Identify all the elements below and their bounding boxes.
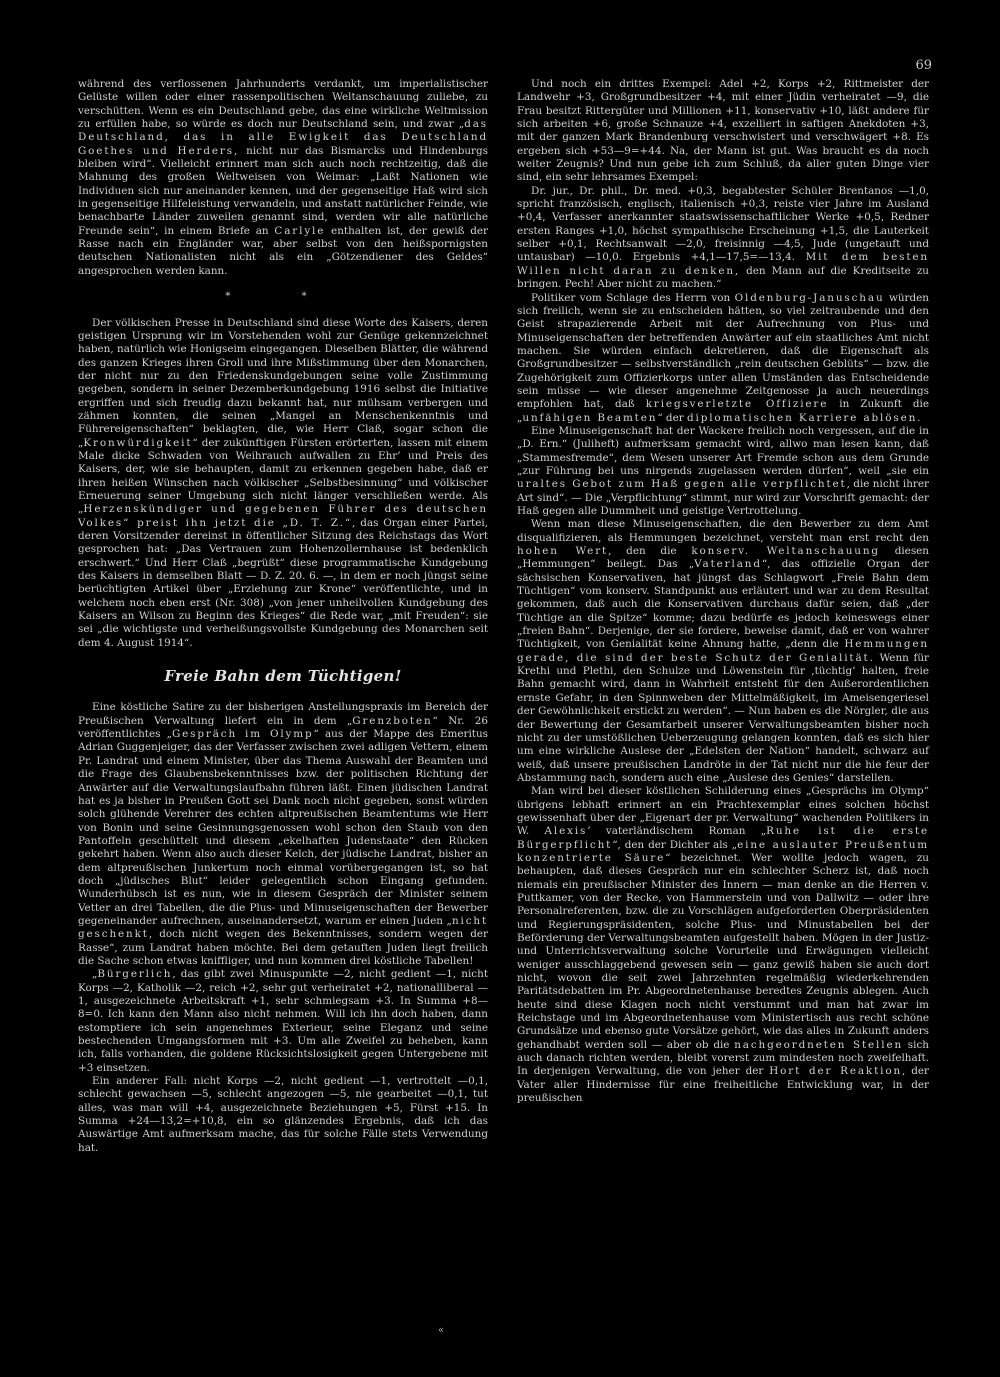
emphasis: uraltes Gebot zum Haß gegen alle verpflichtet — [517, 478, 847, 491]
right-column — [517, 78, 929, 1105]
emphasis: Hort der Reaktion — [769, 1065, 903, 1078]
text: “ bezeichnet. Wer wollte jedoch wagen, zu behaupten, daß dieses Gespräch nur ein schlechter Scherz ist, daß noch niemals ein preußischer Minister des Innern — man denke an die Herren v. Puttkamer, von der Recke, von Hammerstein und von Dallwitz — oder ihre Personalreferenten, bzw. die zu Vorschlägen aufgeforderten Oberpräsidenten und Regierungspräsidenten, solche Plus- und Minustabellen bei der Beförderung der Verwaltungsbeamten aufgestellt haben. Mögen in der Justiz- und Unterrichtsverwaltung solche Vorurteile und Erwägungen vielleicht weniger ausschlaggebend gewesen sein — ganz gewiß haben sie auch dort nicht, wovon die seit zwei Jahrzehnten regelmäßig wiederkehrenden Paritätsdebatten im Pr. Abgeordnetenhause beredtes Zeugnis ablegen. Auch heute sind diese Klagen noch nicht verstummt und man hat zwar im Reichstage und im Abgeordnetenhause vom Ministertisch aus recht schöne Grundsätze und ebenso gute Vorsätze gehört, wie das alles in Zukunft anders gehandhabt werden soll — aber ob die — [517, 851, 929, 1051]
text: Der völkischen Presse in Deutschland sind diese Worte des Kaisers, deren geistigen Ursprung wir im Vorstehenden wohl zur Genüge gekennzeichnet haben, natürlich wie Honigseim eingegangen. Dieselben Blätter, die während des ganzen Krieges ihren Groll und ihre Mißstimmung über den Monarchen, der nicht nur zu den Friedenskundgebungen seine volle Zustimmung gegeben, sondern in seiner Dezemberkundgebung 1916 selbst die Initiative ergriffen und sich freudig dazu bekannt hat, nur mühsam verbergen und zähmen konnten, die seinen „Mangel an Menschenkenntnis und Führereigenschaften“ beklagten, die, wie Herr Claß, sogar schon die „ — [78, 316, 488, 449]
text: “ Nr. 26 veröffentlichtes „ — [78, 714, 488, 741]
text: würden sich freilich, wenn sie zu entscheiden hätten, so viel zeitraubende und den Geist strapazierende Arbeit mit der Aufrechnung von Plus- und Minuseigenschaften der betreffenden Anwärter auf ein staatliches Amt nicht machen. Sie würden einfach dekretieren, daß die Eigenschaft als Großgrundbesitzer — selbstverständlich „rein deutschen Geblüts“ — bzw. die Zugehörigkeit zum Offizierkorps unter allen Umständen das Entscheidende sein müsse — wie dieser angenehme Zeitgenosse ja auch neuerdings empfohlen hat, daß — [517, 291, 929, 411]
text: Politiker vom Schlage des Herrn von — [531, 291, 735, 304]
emphasis: kriegsverletzte Offiziere — [645, 398, 829, 411]
emphasis: Bürgerlich — [97, 968, 173, 981]
emphasis: nicht geschenkt — [78, 914, 488, 941]
text: in Zukunft die „ — [517, 398, 929, 424]
paragraph — [517, 185, 929, 292]
emphasis: Mit dem besten Willen nicht daran zu denken, — [517, 251, 929, 277]
section-heading: Freie Bahn dem Tüchtigen! — [164, 667, 402, 686]
emphasis: konserv. Weltanschauung — [691, 545, 880, 558]
emphasis: unfähigen Beamten — [522, 411, 658, 424]
emphasis: Gespräch im Olymp — [171, 728, 314, 741]
text: diesen „Hemmungen“ beilegt. Das „ — [517, 545, 929, 571]
emphasis: Hemmungen gerade, die sind der beste Schutz der Genialität. — [517, 638, 929, 664]
emphasis: Vaterland — [694, 558, 762, 571]
text: , das gibt zwei Minuspunkte —2, nicht gedient —1, nicht Korps —2, Katholik —2, reich +2, sehr gut verheiratet +2, nationalliberal —1, ausgezeichnete Arbeitskraft +1, sehr schmiegsam +3. In Summa +8—8=0. Ich kann den Mann also nicht nehmen. Will ich ihn doch haben, dann estomptiere ich sein angenehmes Exterieur, seine Eleganz und seine bestechenden Umgangsformen mit +3. Um alle Zweifel zu beheben, kann ich, falls vorhanden, die goldene Rücksichtslosigkeit gegen Untergebene mit +3 einsetzen. — [78, 968, 488, 1074]
text: “ aus der Mappe des Emeritus Adrian Guggenjeiger, das der Verfasser zwischen zwei adligen Vettern, einem Pr. Landrat und einem Minister, über das Thema Auswahl der Beamten und die Frage des Glaubensbekenntnisses bzw. der politischen Richtung der Anwärter auf die Verwaltungslaufbahn führen läßt. Einen jüdischen Landrat hat es ja bisher in Preußen Gott sei Dank noch nicht gegeben, sonst würden solch glühende Verehrer des echten altpreußischen Beamtentums wie Herr von Bonin und seine Gesinnungsgenossen wohl schon den Staub von den Pantoffeln geschüttelt und diesem „ekelhaften Judenstaate“ den Rücken gekehrt haben. Wenn also auch dieser Kelch, der jüdische Landrat, bisher an dem altpreußischen Junkertum noch einmal vorübergegangen ist, so hat doch „jüdisches Blut“ leider gelegentlich schon Eingang gefunden. Wunderhübsch ist es nun, wie in diesem Gespräch der Minister seinem Vetter an drei Tabellen, die die Plus- und Minuseigenschaften der Bewerber gegeneinander aufrechnen, auseinandersetzt, warum er einen Juden „ — [78, 728, 488, 927]
text: “ der — [657, 411, 687, 424]
emphasis: hohen Wert — [517, 545, 609, 558]
text: während des verflossenen Jahrhunderts verdankt, um imperialistischer Gelüste willen oder einer rassenpolitischen Weltanschauung zuliebe, zu verschütten. Wenn es ein Deutschland gebe, das eine wirkliche Weltmission zu erfüllen habe, so würde es doch nur Deutschland sein, und zwar „ — [78, 78, 488, 131]
emphasis: Alexis — [544, 825, 588, 838]
section-divider: * * — [225, 291, 341, 303]
text: enthalten ist, der gewiß der Rasse nach ein Engländer war, aber selbst von den heißspornigsten deutschen Nationalisten nicht als ein „Götzendiener des Geldes“ angesprochen werden kann. — [78, 224, 489, 277]
text: Man wird bei dieser köstlichen Schilderung eines „Gesprächs im Olymp“ übrigens lebhaft erinnert an ein Prachtexemplar eines solchen höchst gewissenhaft über der „Eigenart der pr. Verwaltung“ wachenden Politikers in W. — [517, 785, 929, 838]
paragraph — [78, 701, 488, 968]
emphasis: Oldenburg-Januschau — [734, 291, 885, 304]
paragraph — [78, 317, 488, 651]
paragraph: Ein anderer Fall: nicht Korps —2, nicht gedient —1, vertrottelt —0,1, schlecht gewachsen —5, schlecht angezogen —5, nie gearbeitet —0,1, tut alles, was man will +4, ausgezeichnete Beziehungen +5, Fürst +15. In Summa +24—13,2=+10,8, ein so glänzendes Ergebnis, daß ich das Auswärtige Amt aufmerksam mache, das für solche Fälle stets Verwendung hat. — [78, 1075, 488, 1154]
paragraph — [517, 518, 929, 785]
emphasis: Herzenskündiger und gegebenen Führer des deutschen Volkes“ preist ihn jetzt die „D. T. Z.“ — [78, 503, 488, 529]
emphasis: eine auslauter Preußentum konzentrierte Säure — [517, 838, 929, 864]
text: Eine Minuseigenschaft hat der Wackere freilich noch vergessen, auf die in „D. Ern.“ (Juliheft) aufmerksam gemacht wird, allwo man lesen kann, daß „Stammesfremde“, dem Wesen unserer Art Fremde schon aus dem Grunde „zur Führung bei uns nirgends zugelassen werden dürfen“, weil „sie ein — [517, 424, 929, 477]
paragraph — [78, 968, 488, 1075]
page-number: 69 — [915, 58, 932, 73]
paragraph — [517, 292, 929, 425]
emphasis: Grenzboten — [352, 714, 433, 727]
emphasis: nachgeordneten Stellen — [734, 1038, 904, 1051]
text: “, das offizielle Organ der sächsischen Konservativen, hat jüngst das Schlagwort „Freie Bahn dem Tüchtigen“ vom konserv. Standpunkt aus erläutert und war zu dem Resultat gekommen, daß auch die Konservativen durchaus dafür seien, daß „der Tüchtige an die Spitze“ komme; dazu bedürfe es jedoch keineswegs einer „freien Bahn“. Derjenige, der sie fordere, beweise damit, daß er von wahrer Tüchtigkeit, von Genialität keine Ahnung hatte, „denn die — [517, 558, 930, 651]
emphasis: Carlyle — [274, 224, 326, 237]
text: , doch nicht wegen des Bekenntnisses, sondern wegen der Rasse“, zum Landrat haben möchte. Bei dem getauften Juden liegt freilich die Sache schon etwas kniffliger, und nun kommen drei köstliche Tabellen! — [78, 928, 488, 967]
text: “, den der Dichter als „ — [612, 838, 738, 851]
text: nicht nur das Bismarcks und Hindenburgs bleiben wird“. Vielleicht erinnert man sich auch noch rechtzeitig, daß die Mahnung des großen Weltweisen von Weimar: „Laßt Nationen wie Individuen sich nur aneinander kennen, und der gegenseitige Haß wird sich in gegenseitige Hilfeleistung verwandeln, und anstatt natürlicher Feinde, wie benachbarte Länder zuweilen genannt sind, werden wir alle natürliche Freunde sein“, in einem Briefe an — [78, 144, 489, 237]
text: “ der zukünftigen Fürsten erörterten, lassen mit einem Male dicke Schwaden von Weihrauch aufwallen zu Ehr’ und Preis des Kaisers, der, wie sie behaupten, damit zu erkennen gegeben habe, daß er ihren heißen Wünschen nach völkischer „Selbstbesinnung“ und völkischer Erneuerung seiner Umgebung sich nicht länger verschließen werde. Als „ — [78, 436, 488, 516]
text: sich auch danach richten werden, bleibt vorerst zum mindesten noch zweifelhaft. In derjenigen Verwaltung, die von jeher der — [517, 1038, 929, 1078]
text: , der Vater aller Hindernisse für eine freiheitliche Entwicklung war, in der preußischen — [517, 1065, 930, 1105]
emphasis: Ruhe ist die erste Bürgerpflicht — [517, 825, 929, 851]
text: , die nicht ihrer Art sind“. — Die „Verpflichtung“ stimmt, nur wird zur Vorschrift gemacht: der Haß gegen alle Dummheit und geistige Vertrottelung. — [517, 478, 929, 517]
text: „ — [92, 968, 98, 981]
text: ’ vaterländischem Roman „ — [587, 825, 767, 838]
paragraph — [517, 785, 929, 1105]
text: Eine köstliche Satire zu der bisherigen Anstellungspraxis im Bereich der Preußischen Verwaltung liefert ein in dem „ — [78, 701, 488, 727]
paragraph: Und noch ein drittes Exempel: Adel +2, Korps +2, Rittmeister der Landwehr +3, Großgrundbesitzer +4, mit einer Jüdin verheiratet —9, die Frau besitzt Rittergüter und Millionen +11, konservativ +10, läßt andere für sich arbeiten +6, große Schnauze +4, exzelliert in saftigen Anekdoten +3, mit der ganzen Mark Brandenburg verschwistert und verschwägert +8. Es ergeben sich +53—9=+44. Na, der Mann ist gut. Was braucht es da noch weiter Zeugnis? Und nun gebe ich zum Schluß, da aller guten Dinge vier sind, ein sehr lehrsames Exempel: — [517, 78, 929, 184]
text: , das Organ einer Partei, deren Vorsitzender dereinst in öffentlicher Sitzung des Reichstags das Wort gesprochen hat: „Das Vertrauen zum Hohenzollernhause ist bedenklich erschwert.“ Und Herr Claß „begrüßt“ diese programmatische Kundgebung des Kaisers in demselben Blatt — D. Z. 20. 6. —, in dem er noch jüngst seine berüchtigten Artikel über „Erziehung zur Krone“ veröffentlichte, und in welchem noch eben erst (Nr. 308) „von jener unheilvollen Kundgebung des Kaisers an Wilson zu Beginn des Krieges“ die Rede war, „mit Freuden“: sie sei „die wichtigste und verheißungsvollste Kundgebung des Monarchen seit dem 4. August 1914“. — [78, 516, 488, 649]
paragraph — [517, 425, 929, 518]
text: Wenn man diese Minuseigenschaften, die den Bewerber zu dem Amt disqualifizieren, als Hemmungen bezeichnet, versteht man erst recht den — [517, 518, 929, 544]
emphasis: das Deutschland, das in alle Ewigkeit das Deutschland Goethes und Herders, — [78, 118, 488, 157]
emphasis: Kronwürdigkeit — [83, 436, 193, 449]
text: den Mann auf die Kreditseite zu bringen. Pech! Aber nicht zu machen.“ — [517, 264, 929, 291]
left-column — [78, 78, 488, 1155]
text: Wenn für Krethi und Plethi, den Schulze und Löwenstein für ‚tüchtig‘ halten, freie Bahn gemacht wird, dann in Wahrheit entsteht für den Außerordentlichen ernste Gefahr, in den Spinnweben der Mittelmäßigkeit, im Ameisengeriesel der Gewöhnlichkeit erstickt zu werden“. — Nun haben es die Nörgler, die aus der Bewertung der Gesamtarbeit unserer Verwaltungsbeamten bisher noch nicht zu der umstößlichen Ueberzeugung gelangen konnten, daß es sich hier um eine wirkliche Auslese der „Edelsten der Nation“ handelt, schwarz auf weiß, daß unsere preußischen Landröte in der Tat nicht nur die hie feur der Abstammung nach, sondern auch eine „Auslese des Genies“ darstellen. — [517, 651, 930, 784]
text: , den die — [608, 545, 692, 558]
paragraph — [78, 78, 488, 278]
emphasis: diplomatischen Karriere ablösen. — [687, 411, 923, 424]
footer-mark: « — [438, 1325, 445, 1336]
text: Dr. jur., Dr. phil., Dr. med. +0,3, begabtester Schüler Brentanos —1,0, spricht französisch, englisch, italienisch +0,3, reiste vier Jahre im Ausland +0,4, Verfasser anerkannter staatswissenschaftlicher Werke +0,5, Redner ersten Ranges +1,0, höchst sympathische Erscheinung +1,5, die Lauterkeit selber +0,1, Rechtsanwalt —2,0, freisinnig —4,5, Jude (ungetauft und untausbar) —10,0. Ergebnis +4,1—17,5=—13,4. — [517, 184, 929, 264]
